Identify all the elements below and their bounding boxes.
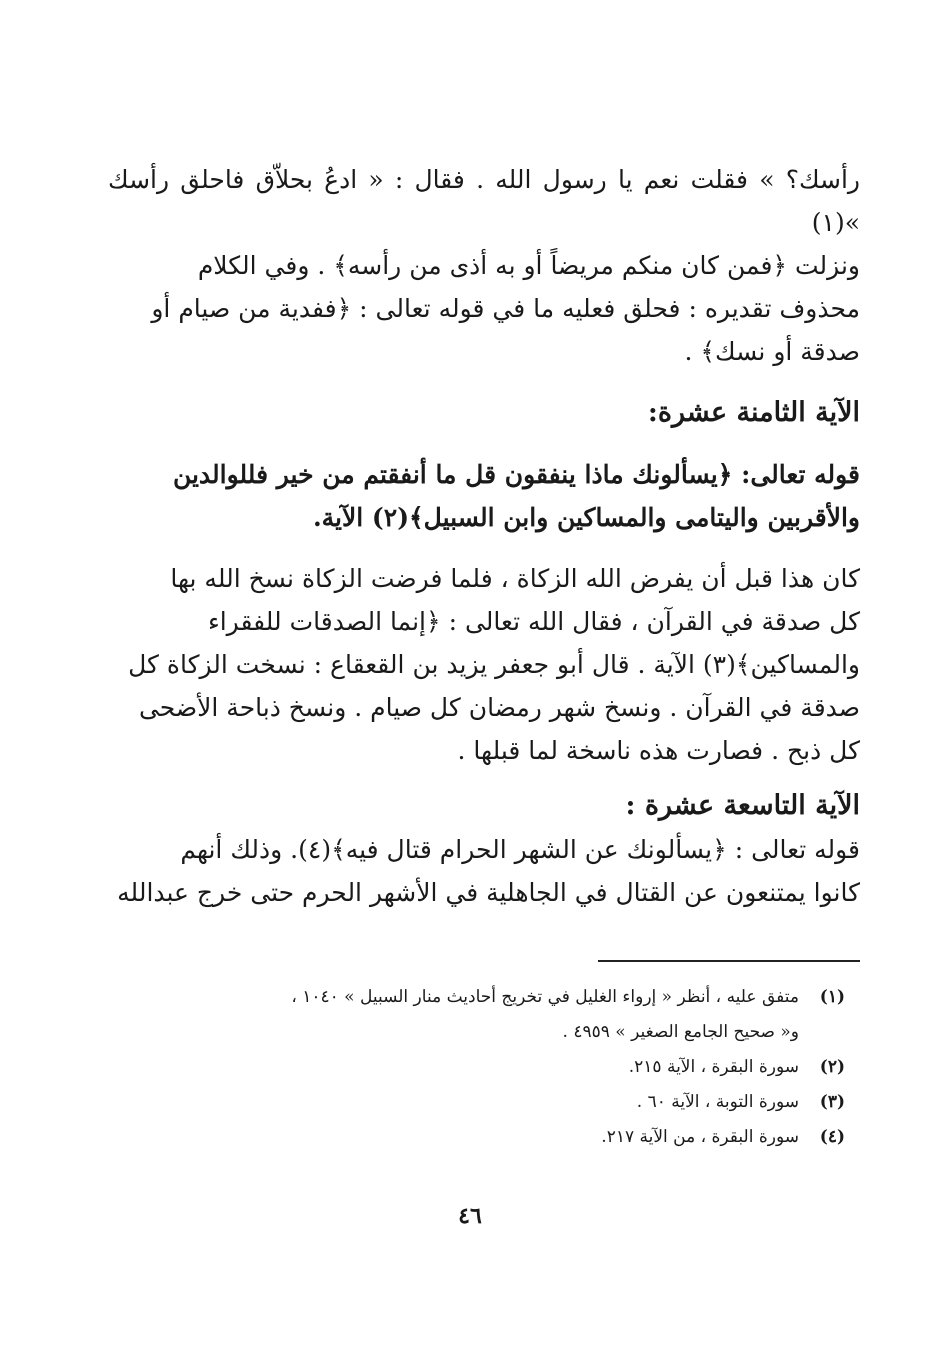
text-line: ونزلت ﴿فمن كان منكم مريضاً أو به أذى من رأسه﴾ . وفي الكلام: [197, 251, 860, 280]
footnotes: [138, 980, 845, 1155]
main-text: [108, 158, 860, 914]
page-number: ٤٦: [458, 1203, 482, 1229]
footnote-number: (٢): [819, 1057, 845, 1077]
footnote-1-continuation: و« صحيح الجامع الصغير » ٤٩٥٩ .: [562, 1022, 799, 1042]
paragraph-1: [108, 158, 860, 373]
footnote-text: سورة التوبة ، الآية ٦٠ .: [636, 1092, 799, 1112]
section-heading-19: الآية التاسعة عشرة :: [625, 790, 860, 821]
footnote-text: سورة البقرة ، من الآية ٢١٧.: [601, 1127, 799, 1147]
text-line: والأقربين واليتامى والمساكين وابن السبيل﴾(٢) الآية.: [312, 503, 860, 532]
text-line: كان هذا قبل أن يفرض الله الزكاة ، فلما فرضت الزكاة نسخ الله بها: [170, 564, 860, 593]
text-line: محذوف تقديره : فحلق فعليه ما في قوله تعالى : ﴿ففدية من صيام أو: [151, 294, 860, 323]
text-line: كل صدقة في القرآن ، فقال الله تعالى : ﴿إنما الصدقات للفقراء: [207, 607, 860, 636]
text-line: قوله تعالى : ﴿يسألونك عن الشهر الحرام قتال فيه﴾(٤). وذلك أنهم: [180, 835, 860, 864]
text-line: كانوا يمتنعون عن القتال في الجاهلية في الأشهر الحرم حتى خرج عبدالله: [117, 878, 860, 907]
footnote-1: [138, 980, 845, 1015]
section-heading-18: الآية الثامنة عشرة:: [647, 397, 860, 428]
footnote-4: [138, 1120, 845, 1155]
footnote-3: [138, 1085, 845, 1120]
footnote-number: (٤): [819, 1127, 845, 1147]
text-line: كل ذبح . فصارت هذه ناسخة لما قبلها .: [457, 736, 860, 765]
text-line: قوله تعالى: ﴿يسألونك ماذا ينفقون قل ما أنفقتم من خير فللوالدين: [172, 460, 860, 489]
footnote-text: سورة البقرة ، الآية ٢١٥.: [628, 1057, 799, 1077]
footnote-number: (٣): [819, 1092, 845, 1112]
footnote-number: (١): [819, 987, 845, 1007]
footnote-text: متفق عليه ، أنظر « إرواء الغليل في تخريج أحاديث منار السبيل » ١٠٤٠ ،: [291, 987, 799, 1007]
paragraph-3: [108, 557, 860, 772]
text-line: صدقة في القرآن . ونسخ شهر رمضان كل صيام . ونسخ ذباحة الأضحى: [138, 693, 860, 722]
paragraph-4: [108, 828, 860, 914]
footnote-divider: [598, 960, 860, 962]
footnote-2: [138, 1050, 845, 1085]
text-line: والمساكين﴾(٣) الآية . قال أبو جعفر يزيد بن القعقاع : نسخت الزكاة كل: [128, 650, 860, 679]
paragraph-2: [108, 453, 860, 539]
text-line: رأسك؟ » فقلت نعم يا رسول الله . فقال : « ادعُ بحلاّق فاحلق رأسك »(١): [108, 165, 860, 237]
text-line: صدقة أو نسك﴾ .: [684, 337, 860, 366]
